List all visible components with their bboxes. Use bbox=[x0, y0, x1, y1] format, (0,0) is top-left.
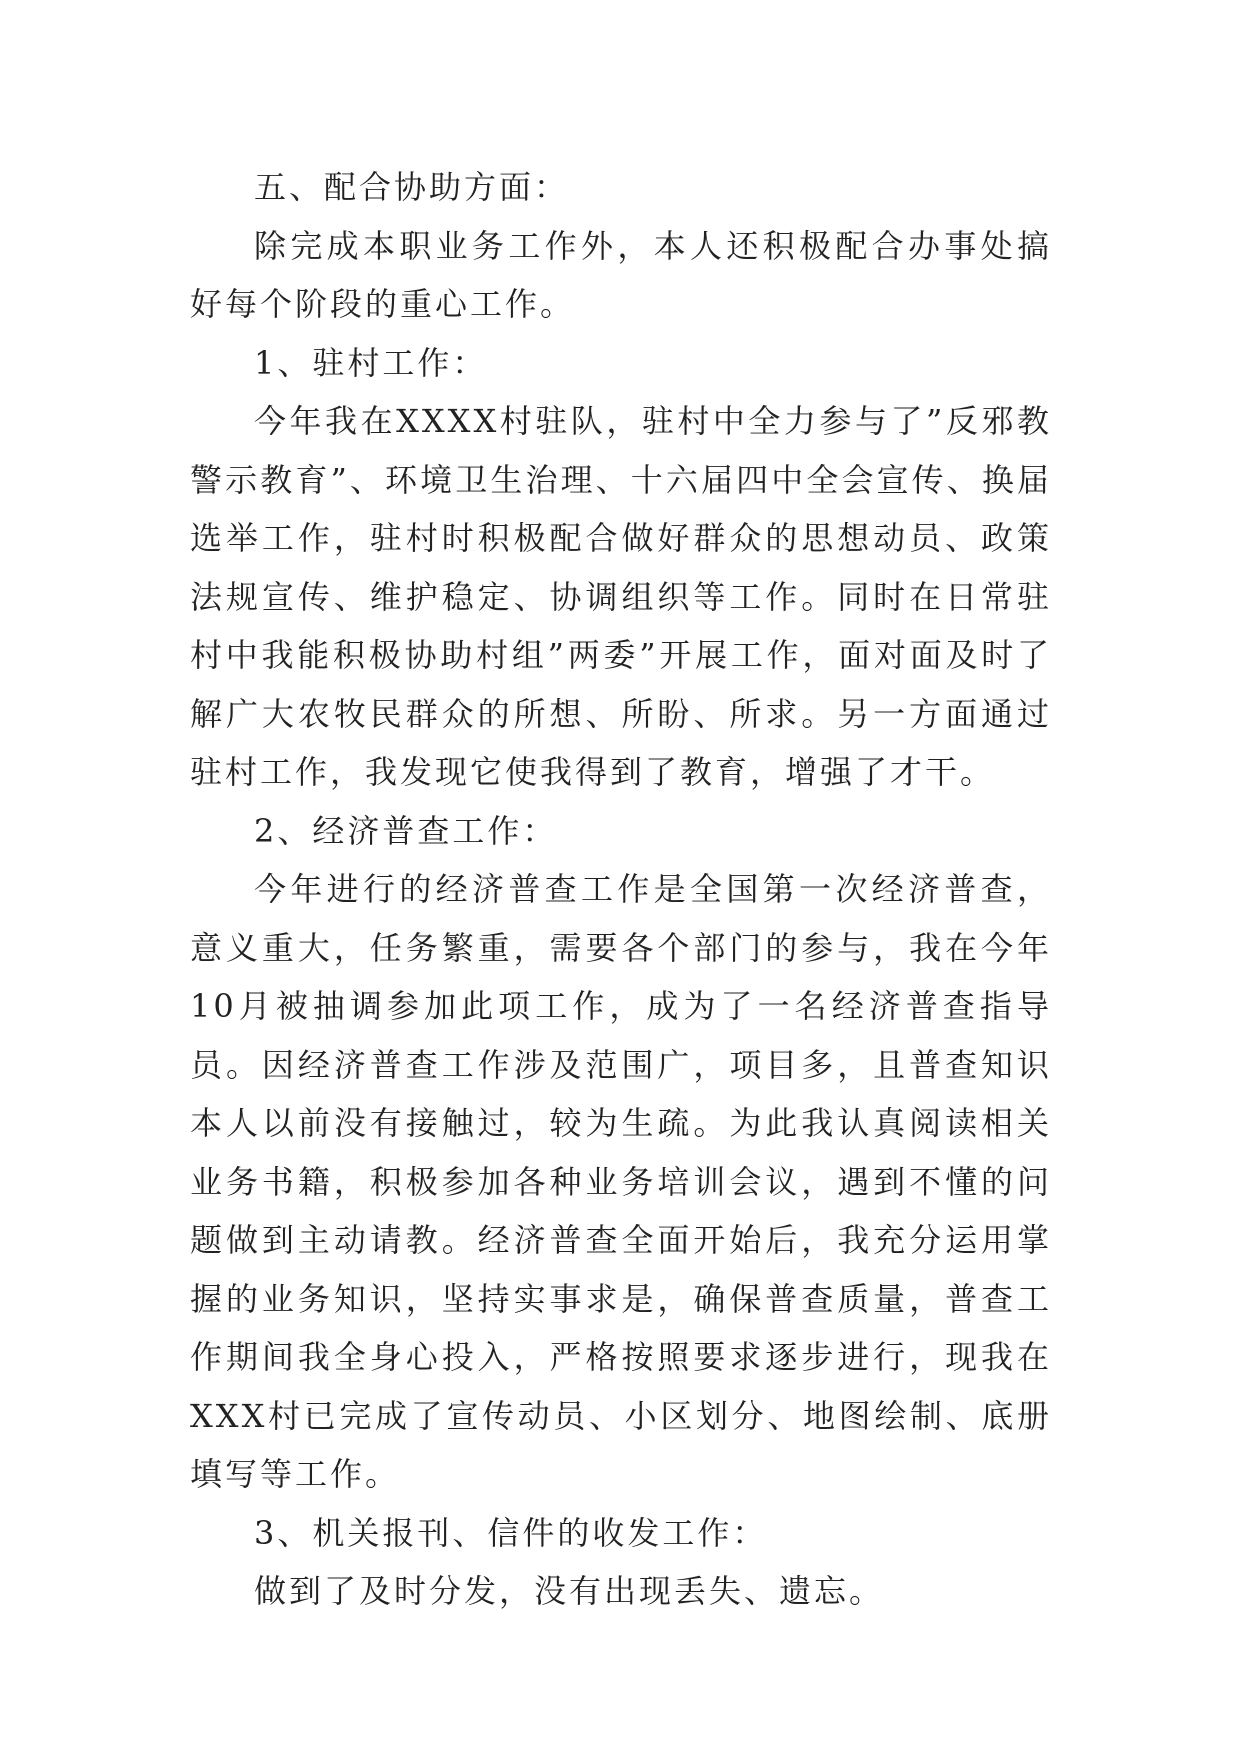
paragraph-village-work: 今年我在XXXX村驻队，驻村中全力参与了”反邪教警示教育”、环境卫生治理、十六届四中全会宣传、换届选举工作，驻村时积极配合做好群众的思想动员、政策法规宣传、维护稳定、协调组织等工作。同时在日常驻村中我能积极协助村组”两委”开展工作，面对面及时了解广大农牧民群众的所想、所盼、所求。另一方面通过驻村工作，我发现它使我得到了教育，增强了才干。 bbox=[190, 402, 1052, 791]
paragraph-economic-census: 今年进行的经济普查工作是全国第一次经济普查，意义重大，任务繁重，需要各个部门的参与，我在今年10月被抽调参加此项工作，成为了一名经济普查指导员。因经济普查工作涉及范围广，项目多，且普查知识本人以前没有接触过，较为生疏。为此我认真阅读相关业务书籍，积极参加各种业务培训会议，遇到不懂的问题做到主动请教。经济普查全面开始后，我充分运用掌握的业务知识，坚持实事求是，确保普查质量，普查工作期间我全身心投入，严格按照要求逐步进行，现我在XXX村已完成了宣传动员、小区划分、地图绘制、底册填写等工作。 bbox=[190, 870, 1052, 1493]
section-heading-cooperation: 五、配合协助方面： bbox=[254, 168, 570, 206]
subheading-mail-distribution: 3、机关报刊、信件的收发工作： bbox=[254, 1513, 768, 1552]
subheading-economic-census: 2、经济普查工作： bbox=[254, 811, 558, 850]
document-body bbox=[190, 158, 1052, 1621]
paragraph-mail-distribution: 做到了及时分发，没有出现丢失、遗忘。 bbox=[254, 1572, 885, 1610]
subheading-village-work: 1、驻村工作： bbox=[254, 343, 488, 382]
paragraph-cooperation-intro: 除完成本职业务工作外，本人还积极配合办事处搞好每个阶段的重心工作。 bbox=[190, 226, 1052, 323]
